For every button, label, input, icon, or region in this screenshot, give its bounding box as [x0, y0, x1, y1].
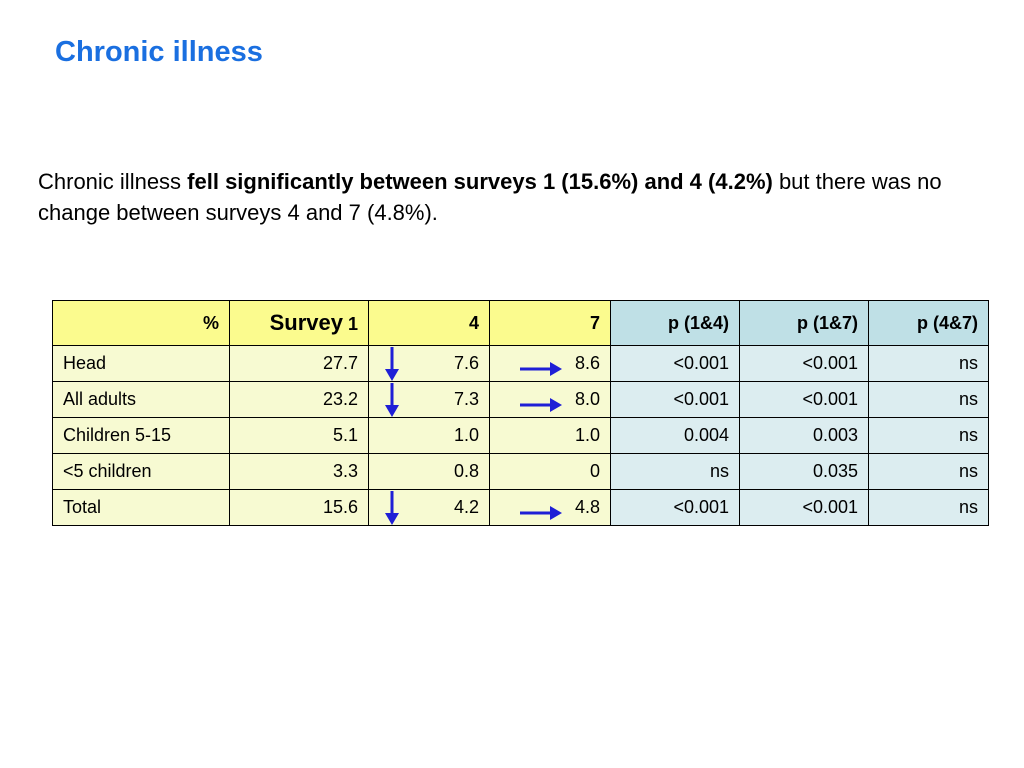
- table-row: [53, 346, 989, 382]
- cell-p-4-7: [869, 490, 989, 526]
- cell-survey-1: [230, 346, 369, 382]
- row-label-value: Total: [63, 497, 102, 517]
- cell-p-4-7: [869, 418, 989, 454]
- table-row: [53, 490, 989, 526]
- header-survey-1-number: 1: [347, 314, 358, 334]
- cell-survey-7-value: 8.0: [574, 389, 600, 409]
- cell-survey-4: [369, 454, 490, 490]
- row-label: [53, 418, 230, 454]
- row-label: [53, 382, 230, 418]
- cell-survey-4: [369, 490, 490, 526]
- row-label-value: Head: [63, 353, 107, 373]
- summary-text: [38, 166, 978, 228]
- cell-survey-7-value: 0: [589, 461, 600, 481]
- table-row: [53, 418, 989, 454]
- cell-p-1-7: [740, 346, 869, 382]
- cell-p-1-4-value: 0.004: [683, 425, 729, 445]
- header-percent: %: [53, 301, 230, 346]
- cell-survey-1-value: 23.2: [322, 389, 358, 409]
- cell-survey-7-value: 4.8: [574, 497, 600, 517]
- cell-survey-1-value: 3.3: [332, 461, 358, 481]
- table-header-row: [53, 301, 989, 346]
- cell-survey-1-value: 27.7: [322, 353, 358, 373]
- right-arrow-icon: [520, 398, 562, 412]
- cell-p-1-4: [611, 418, 740, 454]
- table-row: [53, 382, 989, 418]
- cell-p-1-7-value: 0.035: [812, 461, 858, 481]
- cell-p-1-4-value: ns: [709, 461, 729, 481]
- header-survey-7: 7: [490, 301, 611, 346]
- row-label-value: All adults: [63, 389, 137, 409]
- cell-survey-4-value: 4.2: [453, 497, 479, 517]
- cell-survey-1: [230, 490, 369, 526]
- slide-title: Chronic illness: [55, 36, 263, 68]
- cell-p-1-4-value: <0.001: [673, 389, 729, 409]
- right-arrow-icon: [520, 506, 562, 520]
- cell-survey-7-value: 1.0: [574, 425, 600, 445]
- cell-survey-1: [230, 382, 369, 418]
- cell-survey-7: [490, 382, 611, 418]
- cell-survey-4: [369, 346, 490, 382]
- cell-p-1-7-value: 0.003: [812, 425, 858, 445]
- summary-suffix: but there was no change between surveys 4 and 7 (4.8%).: [38, 169, 942, 225]
- cell-p-1-7-value: <0.001: [802, 389, 858, 409]
- cell-p-1-4: [611, 490, 740, 526]
- cell-survey-4-value: 7.3: [453, 389, 479, 409]
- cell-survey-7-value: 8.6: [574, 353, 600, 373]
- cell-survey-1-value: 5.1: [332, 425, 358, 445]
- cell-survey-4: [369, 382, 490, 418]
- cell-p-1-4-value: <0.001: [673, 497, 729, 517]
- cell-p-4-7-value: ns: [958, 425, 978, 445]
- header-p-4-7: p (4&7): [869, 301, 989, 346]
- down-arrow-icon: [385, 347, 399, 381]
- cell-p-1-4: [611, 382, 740, 418]
- table-body: [53, 346, 989, 526]
- cell-p-4-7: [869, 382, 989, 418]
- cell-p-1-7: [740, 454, 869, 490]
- cell-survey-4-value: 1.0: [453, 425, 479, 445]
- cell-survey-7: [490, 346, 611, 382]
- header-survey-1: [230, 301, 369, 346]
- cell-survey-7: [490, 418, 611, 454]
- cell-p-1-4-value: <0.001: [673, 353, 729, 373]
- summary-prefix: Chronic illness: [38, 169, 188, 194]
- cell-p-4-7-value: ns: [958, 353, 978, 373]
- chronic-illness-table: [52, 300, 989, 526]
- cell-survey-1-value: 15.6: [322, 497, 358, 517]
- header-survey-4: 4: [369, 301, 490, 346]
- row-label: [53, 346, 230, 382]
- cell-p-4-7-value: ns: [958, 497, 978, 517]
- row-label-value: Children 5-15: [63, 425, 172, 445]
- cell-survey-4: [369, 418, 490, 454]
- cell-survey-4-value: 7.6: [453, 353, 479, 373]
- header-p-1-4: p (1&4): [611, 301, 740, 346]
- row-label: [53, 490, 230, 526]
- cell-p-1-7: [740, 382, 869, 418]
- cell-survey-7: [490, 454, 611, 490]
- cell-p-1-7: [740, 418, 869, 454]
- table-row: [53, 454, 989, 490]
- cell-p-1-4: [611, 346, 740, 382]
- cell-p-4-7-value: ns: [958, 389, 978, 409]
- cell-survey-1: [230, 418, 369, 454]
- cell-p-4-7-value: ns: [958, 461, 978, 481]
- down-arrow-icon: [385, 491, 399, 525]
- cell-p-1-7-value: <0.001: [802, 497, 858, 517]
- cell-p-4-7: [869, 346, 989, 382]
- cell-survey-4-value: 0.8: [453, 461, 479, 481]
- cell-p-1-4: [611, 454, 740, 490]
- row-label-value: <5 children: [63, 461, 152, 481]
- cell-survey-7: [490, 490, 611, 526]
- row-label: [53, 454, 230, 490]
- header-survey-word: Survey: [269, 310, 343, 335]
- cell-p-1-7-value: <0.001: [802, 353, 858, 373]
- right-arrow-icon: [520, 362, 562, 376]
- cell-p-1-7: [740, 490, 869, 526]
- summary-emphasis: fell significantly between surveys 1 (15.6%) and 4 (4.2%): [187, 169, 773, 194]
- down-arrow-icon: [385, 383, 399, 417]
- cell-survey-1: [230, 454, 369, 490]
- header-p-1-7: p (1&7): [740, 301, 869, 346]
- cell-p-4-7: [869, 454, 989, 490]
